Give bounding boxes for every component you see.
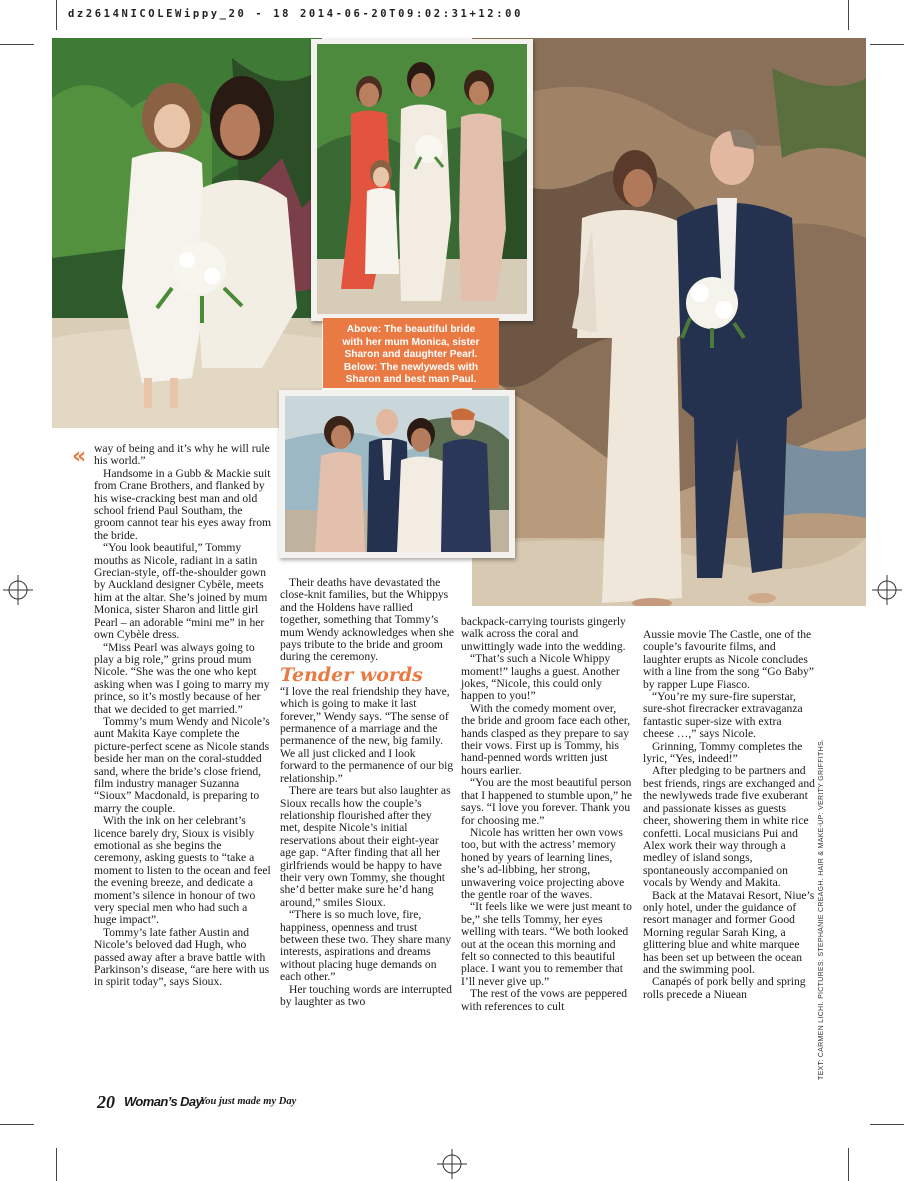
crop-mark xyxy=(56,1148,57,1181)
crop-mark xyxy=(870,44,904,45)
crosshair-registration-icon xyxy=(872,575,902,605)
caption-line: Above: The beautiful bride xyxy=(346,324,476,335)
paragraph: “I love the real friendship they have, which is going to make it last forever,” Wendy says. “The sense of permanence of a marriage and the permanence of the new, big family. We all just clicked and I look forward to the permanence of our big relationship.” xyxy=(280,684,454,785)
paragraph: “You’re my sure-fire superstar, sure-shot firecracker extravaganza fantastic super-size with extra cheese …,” says Nicole. xyxy=(643,690,803,741)
photo-family-group xyxy=(311,39,533,321)
paragraph: Tommy’s mum Wendy and Nicole’s aunt Makita Kaye complete the picture-perfect scene as Nicole stands beside her man on the coral-studded sand, where the bride’s close friend, film industry manager Suzanna “Sioux” Macdonald, is preparing to marry the couple. xyxy=(94,714,270,815)
caption-line: Sharon and daughter Pearl. xyxy=(344,349,478,360)
article-column-1 xyxy=(94,443,272,989)
crop-mark xyxy=(848,0,849,30)
photo-caption xyxy=(323,318,499,388)
paragraph: “There is so much love, fire, happiness, openness and trust between these two. They share many interests, aspirations and dreams without placing huge demands on each other.” xyxy=(280,908,452,984)
paragraph: Handsome in a Gubb & Mackie suit from Crane Brothers, and flanked by his wise-cracking best man and old school friend Paul Southam, the groom cannot tear his eyes away from the bride. xyxy=(94,466,272,542)
paragraph: Their deaths have devastated the close-knit families, but the Whippys and the Holdens have rallied together, something that Tommy’s mum Wendy acknowledges when she pays tribute to the bride and groom during the ceremony. xyxy=(280,576,455,664)
paragraph: After pledging to be partners and best friends, rings are exchanged and the newlyweds trade five exuberant and passionate kisses as guests cheer, showering them in white rice confetti. Local musicians Pui and Alex work their way through a medley of island songs, spontaneously accompanied on vocals by Wendy and Makita. xyxy=(643,764,815,890)
paragraph: Back at the Matavai Resort, Niue’s only hotel, under the guidance of resort manager and former Good Morning regular Sarah King, a glittering blue and white marquee has been set up between the ocean and the swimming pool. xyxy=(643,888,815,976)
crosshair-registration-icon xyxy=(437,1149,467,1179)
article-column-4 xyxy=(643,629,815,1001)
double-chevron-left-icon: « xyxy=(72,444,87,469)
paragraph: With the comedy moment over, the bride and groom face each other, hands clasped as they prepare to say their vows. First up is Tommy, his hand-penned words written just hours earlier. xyxy=(461,701,631,777)
paragraph: Her touching words are interrupted by laughter as two xyxy=(280,982,452,1008)
article-column-2 xyxy=(280,577,454,1008)
paragraph: backpack-carrying tourists gingerly walk across the coral and unwittingly wade into the wedding. xyxy=(461,615,626,653)
crop-mark xyxy=(870,1124,904,1125)
paragraph: Nicole has written her own vows too, but with the actress’ memory honed by years of learning lines, she’s ad-libbing, her strong, unwavering voice projecting above the gentle roar of the waves. xyxy=(461,825,625,901)
paragraph: “You look beautiful,” Tommy mouths as Nicole, radiant in a satin Grecian-style, off-the-shoulder gown by Auckland designer Cybèle, meets him at the altar. She’s joined by mum Monica, sister Sharon and little girl Pearl – an adorable “mini me” in her own Cybèle dress. xyxy=(94,541,268,642)
crop-mark xyxy=(0,1124,34,1125)
magazine-tagline: You just made my Day xyxy=(200,1096,297,1107)
paragraph: “Miss Pearl was always going to play a big role,” grins proud mum Nicole. “She was the one who kept asking when was I going to marry my prince, so it’s mostly because of her that we decided to get married.” xyxy=(94,640,270,716)
paragraph: “It feels like we were just meant to be,” she tells Tommy, her eyes welling with tears. “We both looked out at the ocean this morning and felt so connected to this beautiful place. I want you to remember that I’ll never give up.” xyxy=(461,900,632,988)
crop-mark xyxy=(848,1148,849,1181)
paragraph: “You are the most beautiful person that I happened to stumble upon,” he says. “I love you forever. Thank you for choosing me.” xyxy=(461,776,632,827)
paragraph: The rest of the vows are peppered with references to cult xyxy=(461,987,628,1013)
paragraph: Grinning, Tommy completes the lyric, “Yes, indeed!” xyxy=(643,739,803,766)
photo-newlyweds-group xyxy=(279,390,515,558)
crop-mark xyxy=(56,0,57,30)
paragraph: “That’s such a Nicole Whippy moment!” laughs a guest. Another jokes, “Nicole, this could only happen to you!” xyxy=(461,652,620,703)
paragraph: With the ink on her celebrant’s licence barely dry, Sioux is visibly emotional as she begins the ceremony, asking guests to “take a moment to listen to the ocean and feel the evening breeze, and dedicate a moment’s silence in honour of two very special men who had such a huge impact”. xyxy=(94,814,271,927)
magazine-brand: Woman’s Day xyxy=(124,1094,203,1109)
photo-bride-daughter xyxy=(52,38,322,428)
paragraph: Tommy’s late father Austin and Nicole’s beloved dad Hugh, who passed away after a brave battle with Parkinson’s disease, “are here with us in spirit today”, says Sioux. xyxy=(94,925,270,989)
crop-mark xyxy=(0,44,34,45)
paragraph: Canapés of pork belly and spring rolls precede a Niuean xyxy=(643,975,806,1001)
caption-line: Sharon and best man Paul. xyxy=(345,374,477,385)
slug-line: dz2614NICOLEWippy_20 - 18 2014-06-20T09:02:31+12:00 xyxy=(68,8,523,20)
paragraph: There are tears but also laughter as Sioux recalls how the couple’s relationship flourished after they met, despite Nicole’s initial reservations about their eight-year age gap. “After finding that all her girlfriends would be happy to have their very own Tommy, she thought she’d better make sure he’d hang around,” smiles Sioux. xyxy=(280,784,451,909)
crosshair-registration-icon xyxy=(3,575,33,605)
section-subhead: Tender words xyxy=(280,663,423,686)
page-number: 20 xyxy=(97,1092,115,1112)
caption-line: with her mum Monica, sister xyxy=(342,336,480,348)
photo-credit: TEXT: CARMEN LICHI. PICTURES: STEPHANIE CREAGH. HAIR & MAKE-UP: VERITY GRIFFITHS. xyxy=(818,738,825,1080)
paragraph: way of being and it’s why he will rule his world.” xyxy=(94,442,270,468)
article-column-3 xyxy=(461,616,633,1013)
paragraph: Aussie movie The Castle, one of the couple’s favourite films, and laughter erupts as Nicole concludes with a line from the song “Go Baby” by rapper Lupe Fiasco. xyxy=(643,628,814,691)
caption-line: Below: The newlyweds with xyxy=(343,361,479,373)
